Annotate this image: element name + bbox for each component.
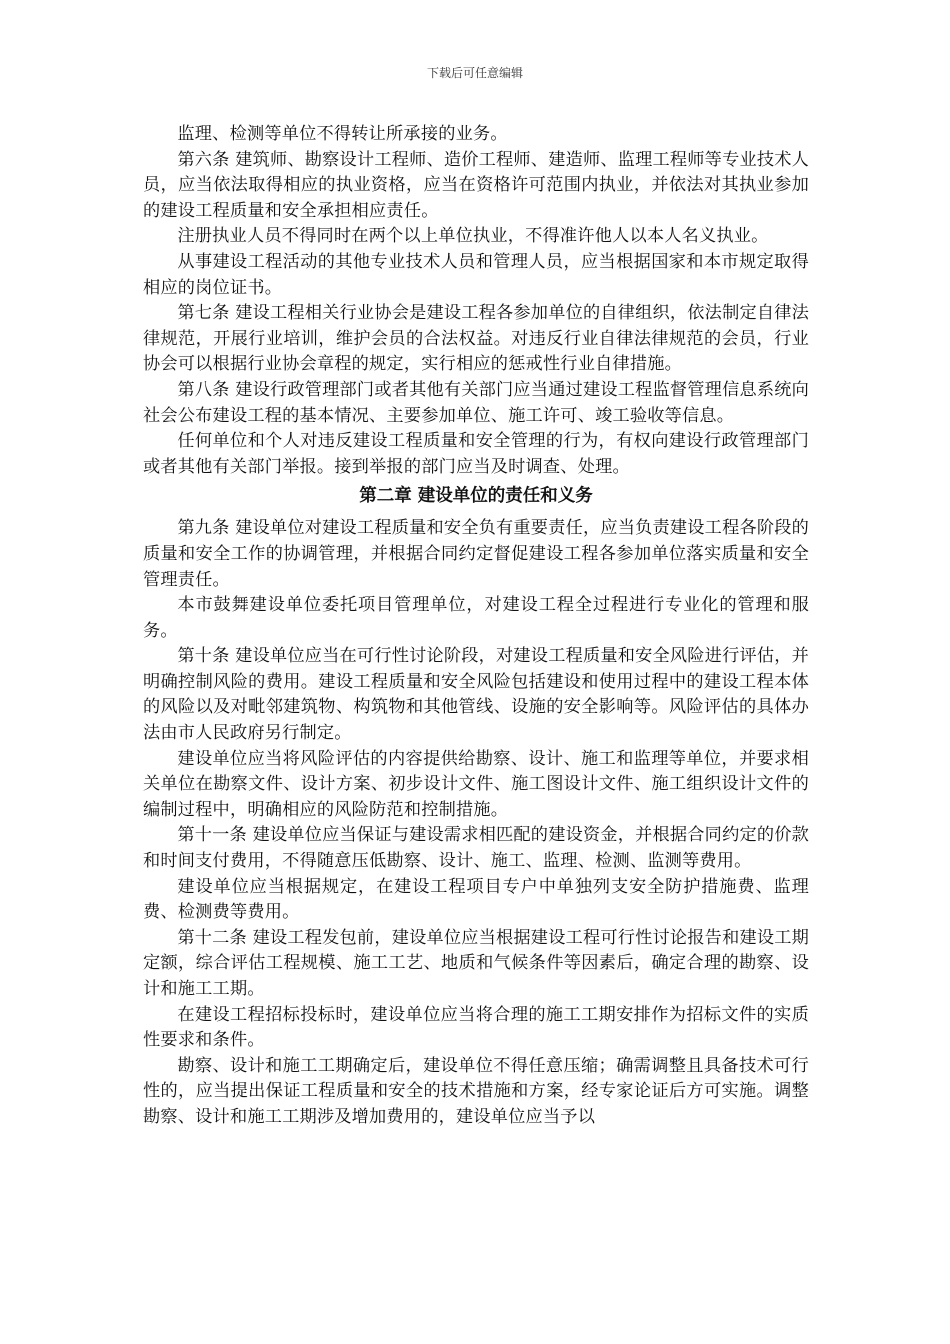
paragraph: 第十二条 建设工程发包前，建设单位应当根据建设工程可行性讨论报告和建设工期定额，综合评估工程规模、施工工艺、地质和气候条件等因素后，确定合理的勘察、设计和施工工期。 bbox=[143, 927, 810, 999]
paragraph: 建设单位应当将风险评估的内容提供给勘察、设计、施工和监理等单位，并要求相关单位在勘察文件、设计方案、初步设计文件、施工图设计文件、施工组织设计文件的编制过程中，明确相应的风险防范和控制措施。 bbox=[143, 748, 809, 820]
paragraph: 第十一条 建设单位应当保证与建设需求相匹配的建设资金，并根据合同约定的价款和时间支付费用，不得随意压低勘察、设计、施工、监理、检测、监测等费用。 bbox=[143, 825, 810, 872]
paragraph: 第八条 建设行政管理部门或者其他有关部门应当通过建设工程监督管理信息系统向社会公布建设工程的基本情况、主要参加单位、施工许可、竣工验收等信息。 bbox=[143, 379, 810, 426]
paragraph: 本市鼓舞建设单位委托项目管理单位，对建设工程全过程进行专业化的管理和服务。 bbox=[143, 595, 809, 641]
paragraph: 任何单位和个人对违反建设工程质量和安全管理的行为，有权向建设行政管理部门或者其他有关部门举报。接到举报的部门应当及时调查、处理。 bbox=[143, 431, 809, 477]
paragraph: 在建设工程招标投标时，建设单位应当将合理的施工工期安排作为招标文件的实质性要求和条件。 bbox=[143, 1004, 809, 1051]
paragraph: 第六条 建筑师、勘察设计工程师、造价工程师、建造师、监理工程师等专业技术人员，应当依法取得相应的执业资格，应当在资格许可范围内执业，并依法对其执业参加的建设工程质量和安全承担相应责任。 bbox=[143, 149, 810, 221]
paragraph: 第十条 建设单位应当在可行性讨论阶段，对建设工程质量和安全风险进行评估，并明确控制风险的费用。建设工程质量和安全风险包括建设和使用过程中的建设工程本体的风险以及对毗邻建筑物、构筑物和其他管线、设施的安全影响等。风险评估的具体办法由市人民政府另行制定。 bbox=[143, 646, 810, 744]
paragraph: 注册执业人员不得同时在两个以上单位执业，不得准许他人以本人名义执业。 bbox=[177, 226, 769, 247]
paragraph: 第七条 建设工程相关行业协会是建设工程各参加单位的自律组织，依法制定自律法律规范，开展行业培训，维护会员的合法权益。对违反行业自律法律规范的会员，行业协会可以根据行业协会章程的规定，实行相应的惩戒性行业自律措施。 bbox=[143, 303, 810, 375]
paragraph: 从事建设工程活动的其他专业技术人员和管理人员，应当根据国家和本市规定取得相应的岗位证书。 bbox=[143, 251, 809, 298]
page-header: 下载后可任意编辑 bbox=[426, 66, 523, 80]
chapter-title: 第二章 建设单位的责任和义务 bbox=[359, 486, 593, 507]
paragraph: 勘察、设计和施工工期确定后，建设单位不得任意压缩；确需调整且具备技术可行性的，应当提出保证工程质量和安全的技术措施和方案，经专家论证后方可实施。调整勘察、设计和施工工期涉及增加费用的，建设单位应当予以 bbox=[143, 1055, 809, 1127]
paragraph: 建设单位应当根据规定，在建设工程项目专户中单独列支安全防护措施费、监理费、检测费等费用。 bbox=[143, 876, 809, 923]
paragraph: 第九条 建设单位对建设工程质量和安全负有重要责任，应当负责建设工程各阶段的质量和安全工作的协调管理，并根据合同约定督促建设工程各参加单位落实质量和安全管理责任。 bbox=[143, 518, 810, 590]
document-body bbox=[143, 122, 809, 1131]
paragraph: 监理、检测等单位不得转让所承接的业务。 bbox=[177, 124, 508, 144]
